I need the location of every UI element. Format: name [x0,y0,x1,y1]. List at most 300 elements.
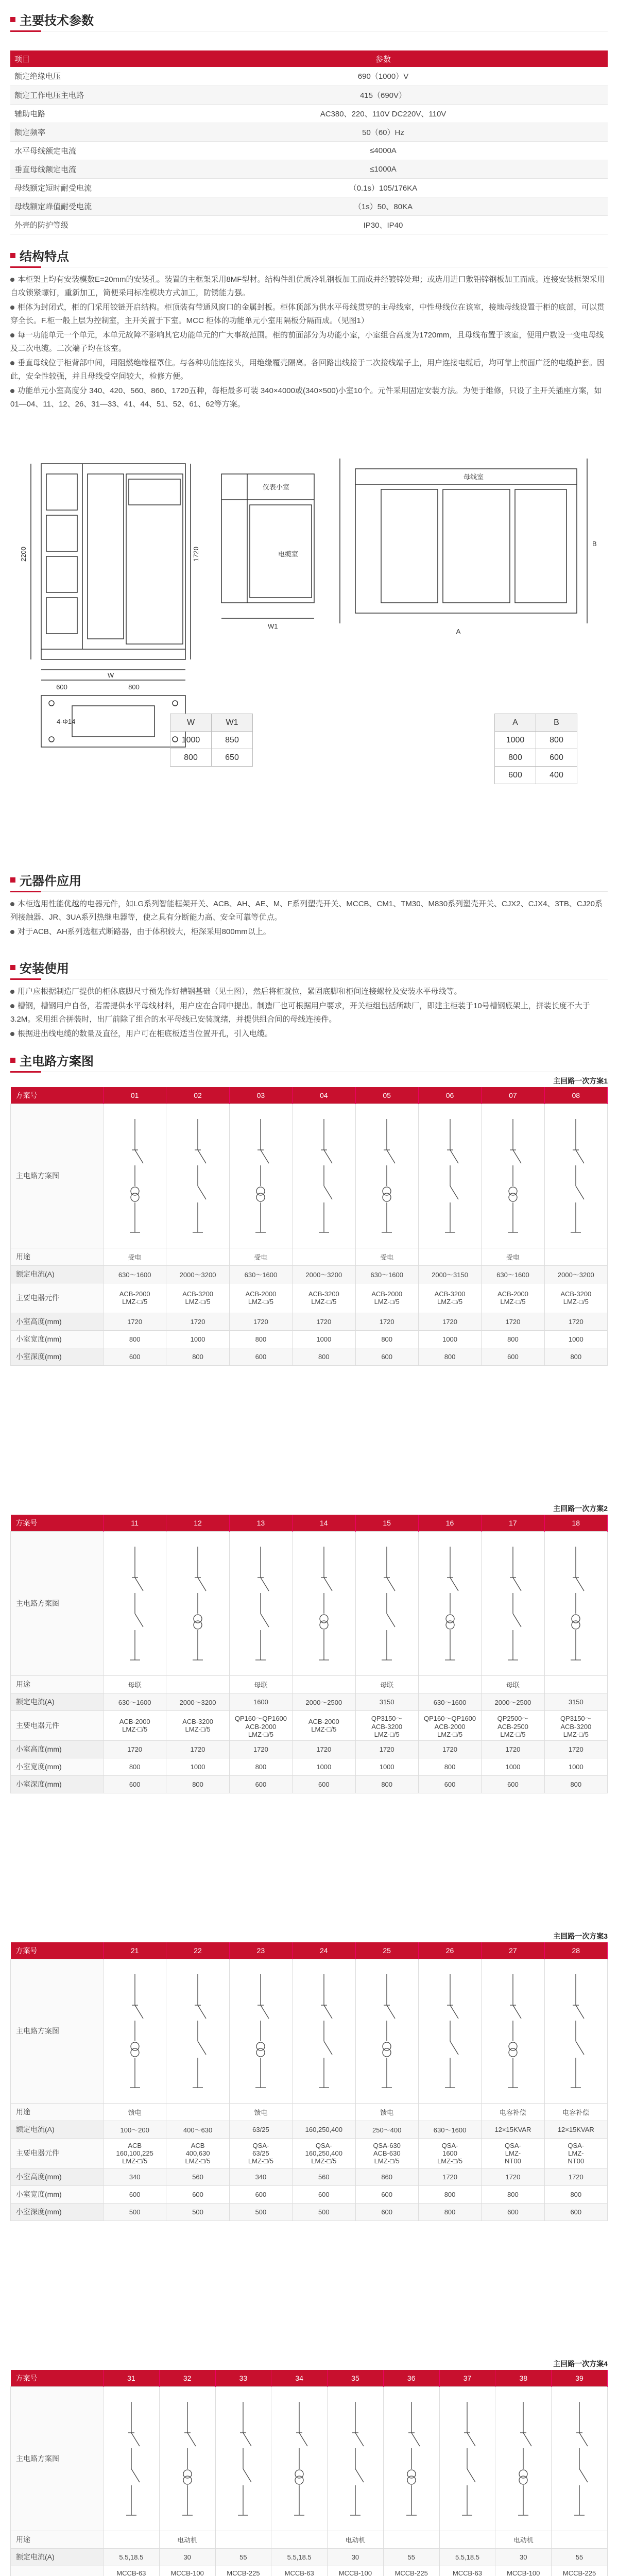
dim-label-d1: 600 [56,683,67,691]
scheme-cell: 600 [482,1348,544,1365]
params-value: AC380、220、110V DC220V、110V [154,104,608,123]
scheme-cell: 1720 [482,2168,544,2185]
scheme-diagram-cell [293,1531,355,1675]
bullet-dot-icon [10,1032,14,1036]
scheme-cell: QSA- 160,250,400 LMZ-□/5 [293,2138,355,2168]
circuit-diagram [240,1114,281,1238]
scheme-cell: 630～1600 [229,1265,292,1283]
scheme-cell: 1000 [482,1758,544,1775]
scheme-cell: 1000 [418,1330,481,1348]
scheme-cell: MCCB-63 [271,2566,328,2576]
scheme-cell: 800 [482,2185,544,2203]
dim-cell: 650 [212,749,253,767]
paragraph-text: 根据进出线电缆的数量及直径，用户可在柜底板适当位置开孔，引入电缆。 [18,1029,273,1038]
dim-row [495,732,577,749]
dim-cell: 800 [495,749,536,767]
dim-label-h1: 1720 [192,547,200,562]
scheme-caption: 主回路一次方案1 [553,1077,608,1085]
scheme-number: 32 [159,2370,215,2386]
params-row [10,160,608,178]
scheme-cell: 800 [293,1348,355,1365]
scheme-cell: 630～1600 [418,1693,481,1710]
scheme-diagram-cell [355,1104,418,1248]
scheme-row [11,2121,608,2138]
circuit-diagram [366,1114,407,1238]
scheme-diagram-cell [495,2386,552,2531]
scheme-cell: 馈电 [355,2103,418,2121]
scheme-cell: 600 [482,1775,544,1793]
dim-label-w1: W1 [268,622,278,630]
scheme-row-label: 额定电流(A) [11,1265,104,1283]
scheme-cell: 馈电 [229,2103,292,2121]
scheme-row-label: 主电路方案图 [11,2386,104,2531]
circuit-diagram [303,1541,345,1665]
scheme-table-1 [10,1077,608,1366]
scheme-cell: QSA- LMZ- NT00 [482,2138,544,2168]
scheme-caption: 主回路一次方案4 [553,2360,608,2368]
scheme-row [11,2185,608,2203]
scheme-table-2 [10,1504,608,1793]
scheme-cell: 1000 [293,1330,355,1348]
scheme-row [11,1313,608,1330]
scheme-cell: 55 [383,2548,439,2566]
scheme-cell: 800 [355,1775,418,1793]
scheme-number: 21 [104,1942,166,1959]
scheme-number: 16 [418,1515,481,1531]
scheme-table-4 [10,2360,608,2576]
room-label-cable: 电缆室 [278,550,299,558]
scheme-cell: 1000 [293,1758,355,1775]
scheme-row-label [11,2566,104,2576]
params-row [10,86,608,104]
scheme-row-label: 主要电器元件 [11,2138,104,2168]
paragraph-text: 功能单元小室高度分 340、420、560、860、1720五种，每柜最多可装 340×4000或(340×500)小室10个。元件采用固定安装方法。为便于维修，只设了主开关插座方案，如 01—04、11、12、26、31—33、41、44、51、52、61、62等方案。 [10,386,602,409]
scheme-row-label: 小室高度(mm) [11,1740,104,1758]
scheme-cell [418,1675,481,1693]
scheme-row [11,1348,608,1365]
scheme-row [11,1248,608,1265]
scheme-cell: 800 [418,1348,481,1365]
scheme-cell: 母联 [104,1675,166,1693]
scheme-diagram-cell [544,1959,607,2103]
scheme-number: 11 [104,1515,166,1531]
scheme-cell: 1000 [544,1758,607,1775]
scheme-row-label: 用途 [11,2103,104,2121]
circuit-diagram [447,2397,488,2520]
scheme-cell: 1720 [293,1740,355,1758]
scheme-cell: 电动机 [159,2531,215,2548]
scheme-cell: 800 [166,1775,229,1793]
dim-cell: A [495,714,536,732]
scheme-cell: 63/25 [229,2121,292,2138]
paragraph [10,999,608,1026]
paragraph-text: 用户应根据制造厂提供的柜体底脚尺寸预先作好槽钢基础（见土图），然后将柜就位，紧固底脚和柜间连接螺栓及安装水平母线等。 [18,987,462,996]
scheme-row-label: 主要电器元件 [11,1710,104,1740]
params-row [10,141,608,160]
scheme-cell: 1720 [355,1740,418,1758]
params-item: 母线额定峰值耐受电流 [10,197,154,215]
scheme-header-label: 方案号 [11,1087,104,1104]
scheme-cell: 630～1600 [104,1265,166,1283]
scheme-table-3 [10,1932,608,2221]
scheme-cell: 800 [418,1758,481,1775]
dim-label-a: A [456,628,461,635]
scheme-diagram-cell [229,1959,292,2103]
scheme-cell: 1720 [482,1740,544,1758]
room-label-busbar: 母线室 [464,473,484,481]
scheme-cell: 馈电 [104,2103,166,2121]
scheme-row [11,2386,608,2531]
dim-row [495,714,577,732]
scheme-cell: 560 [293,2168,355,2185]
circuit-diagram [492,1969,534,2093]
scheme-row-label: 用途 [11,1675,104,1693]
params-table [10,50,608,234]
scheme-cell: 母联 [229,1675,292,1693]
bullet-dot-icon [10,306,14,310]
bullet-icon [10,965,15,970]
scheme-cell: 630～1600 [482,1265,544,1283]
scheme-cell: 500 [229,2203,292,2221]
scheme-row-label: 用途 [11,2531,104,2548]
scheme-cell [418,2103,481,2121]
scheme-row-label: 主电路方案图 [11,1531,104,1675]
scheme-diagram-cell [544,1531,607,1675]
params-value: 50（60）Hz [154,123,608,141]
scheme-diagram-cell [418,1959,481,2103]
scheme-diagram-cell [271,2386,328,2531]
scheme-cell: 受电 [355,1248,418,1265]
scheme-cell: MCCB-100 [159,2566,215,2576]
scheme-cell: 600 [293,2185,355,2203]
ab-table [494,714,577,784]
scheme-cell: ACB-2000 LMZ-□/5 [104,1710,166,1740]
params-header-item: 项目 [10,50,154,67]
scheme-cell: 600 [355,2203,418,2221]
scheme-row-label: 额定电流(A) [11,2548,104,2566]
scheme-row-label: 主电路方案图 [11,1104,104,1248]
scheme-diagram-cell [293,1959,355,2103]
scheme-cell: 600 [544,2203,607,2221]
circuit-diagram [391,2397,432,2520]
scheme-caption: 主回路一次方案3 [553,1932,608,1940]
scheme-cell: 3150 [355,1693,418,1710]
scheme-diagram-cell [355,1959,418,2103]
scheme-cell: 800 [229,1758,292,1775]
scheme-diagram-cell [104,1531,166,1675]
scheme-number: 33 [215,2370,271,2386]
scheme-cell: ACB-3200 LMZ-□/5 [293,1283,355,1313]
scheme-cell: ACB 160,100,225 LMZ-□/5 [104,2138,166,2168]
scheme-cell: 1720 [293,1313,355,1330]
scheme-cell: 800 [544,1775,607,1793]
dim-label-hole: 4-Φ14 [57,718,76,725]
scheme-cell: 2000～2500 [482,1693,544,1710]
bullet-dot-icon [10,278,14,282]
scheme-number: 22 [166,1942,229,1959]
dim-label-d3: 800 [128,683,140,691]
paragraph-text: 槽钢，槽钢用户自备，若需提供水平母线材料，用户应在合同中提出。制造厂也可根据用户要求，开关柜组包括所缺厂，即建主柜装于10号槽钢底架上，拼装长度不大于3.2M。采用组合拼装时，出厂前除了组合的水平母线已安装就绪，并提供组合间的母线连接件。 [10,1002,590,1024]
scheme-cell: 500 [104,2203,166,2221]
scheme-cell [293,1675,355,1693]
scheme-cell: 55 [552,2548,608,2566]
scheme-cell: 800 [104,1330,166,1348]
scheme-number: 03 [229,1087,292,1104]
bullet-dot-icon [10,1004,14,1008]
scheme-cell: 1720 [229,1313,292,1330]
dim-row [170,749,253,767]
scheme-cell: 3150 [544,1693,607,1710]
scheme-caption: 主回路一次方案2 [553,1504,608,1513]
scheme-header-label: 方案号 [11,2370,104,2386]
circuit-diagram [503,2397,544,2520]
scheme-number: 34 [271,2370,328,2386]
paragraph [10,985,608,998]
scheme-number: 23 [229,1942,292,1959]
params-item: 母线额定短时耐受电流 [10,178,154,197]
dim-cell: 600 [536,749,577,767]
scheme-cell: 1720 [482,1313,544,1330]
scheme-row-label: 额定电流(A) [11,2121,104,2138]
circuit-diagram [492,1541,534,1665]
scheme-number: 18 [544,1515,607,1531]
scheme-cell: 800 [482,1330,544,1348]
scheme-diagram-cell [418,1531,481,1675]
dim-cell: B [536,714,577,732]
scheme-cell: 受电 [104,1248,166,1265]
scheme-cell [544,1248,607,1265]
scheme-cell: 受电 [482,1248,544,1265]
circuit-diagram [430,1969,471,2093]
scheme-cell: 1720 [544,2168,607,2185]
scheme-cell: 1720 [418,2168,481,2185]
scheme-number: 17 [482,1515,544,1531]
scheme-row [11,2168,608,2185]
scheme-cell: 600 [104,1348,166,1365]
params-row [10,104,608,123]
scheme-cell: 800 [418,2185,481,2203]
scheme-cell: 30 [495,2548,552,2566]
scheme-row [11,1740,608,1758]
scheme-cell: 630～1600 [104,1693,166,1710]
scheme-cell: 600 [229,1348,292,1365]
scheme-cell: 1000 [355,1758,418,1775]
dim-cell: 800 [170,749,212,767]
scheme-cell: 1720 [104,1313,166,1330]
params-row [10,215,608,234]
params-value: ≤1000A [154,160,608,178]
scheme-cell: 800 [544,1348,607,1365]
scheme-row-label: 主要电器元件 [11,1283,104,1313]
scheme-cell: ACB-3200 LMZ-□/5 [418,1283,481,1313]
circuit-diagram [366,1541,407,1665]
scheme-header-label: 方案号 [11,1515,104,1531]
scheme-cell: 1000 [544,1330,607,1348]
scheme-diagram-cell [355,1531,418,1675]
circuit-diagram [114,1969,156,2093]
scheme-cell: 1720 [355,1313,418,1330]
scheme-cell: 800 [166,1348,229,1365]
params-item: 额定绝缘电压 [10,67,154,86]
scheme-diagram-cell [215,2386,271,2531]
scheme-diagram-cell [166,1959,229,2103]
bullet-dot-icon [10,902,14,906]
scheme-row [11,2566,608,2576]
scheme-row [11,2531,608,2548]
bullet-dot-icon [10,389,14,393]
circuit-diagram [303,1114,345,1238]
scheme-number: 06 [418,1087,481,1104]
cabinet-drawing [21,443,603,752]
scheme-grid [10,1515,608,1793]
scheme-cell: 800 [355,1330,418,1348]
scheme-diagram-cell [418,1104,481,1248]
paragraph [10,357,608,383]
scheme-cell [552,2531,608,2548]
scheme-cell: MCCB-63 [104,2566,160,2576]
circuit-diagram [167,2397,208,2520]
params-row [10,123,608,141]
scheme-cell: ACB-3200 LMZ-□/5 [166,1283,229,1313]
scheme-number: 05 [355,1087,418,1104]
scheme-number: 24 [293,1942,355,1959]
scheme-cell: 2000～3200 [166,1265,229,1283]
scheme-cell: 600 [229,2185,292,2203]
scheme-diagram-cell [552,2386,608,2531]
scheme-cell: 2000～3200 [293,1265,355,1283]
scheme-cell: 250～400 [355,2121,418,2138]
scheme-row [11,2203,608,2221]
circuit-diagram [335,2397,376,2520]
scheme-cell: 5.5,18.5 [439,2548,495,2566]
scheme-diagram-cell [482,1104,544,1248]
scheme-cell: 1720 [166,1740,229,1758]
circuit-diagram [279,2397,320,2520]
scheme-row [11,2103,608,2121]
scheme-cell: ACB-3200 LMZ-□/5 [166,1710,229,1740]
scheme-cell: 电动机 [495,2531,552,2548]
scheme-number: 39 [552,2370,608,2386]
section-title-scheme: 主电路方案图 [10,1051,94,1069]
bullet-dot-icon [10,361,14,365]
scheme-cell: 1720 [418,1313,481,1330]
scheme-cell: QP3150～ ACB-3200 LMZ-□/5 [544,1710,607,1740]
scheme-cell: ACB 400,630 LMZ-□/5 [166,2138,229,2168]
scheme-number: 12 [166,1515,229,1531]
scheme-cell: ACB-2000 LMZ-□/5 [355,1283,418,1313]
circuit-diagram [114,1541,156,1665]
paragraph [10,384,608,411]
scheme-row-label: 小室宽度(mm) [11,1330,104,1348]
circuit-diagram [240,1969,281,2093]
scheme-cell: 1720 [544,1313,607,1330]
scheme-number: 02 [166,1087,229,1104]
scheme-number: 25 [355,1942,418,1959]
scheme-cell: 受电 [229,1248,292,1265]
circuit-diagram [240,1541,281,1665]
scheme-row-label: 小室深度(mm) [11,1348,104,1365]
scheme-cell: 600 [104,1775,166,1793]
scheme-cell: 1720 [104,1740,166,1758]
scheme-cell: MCCB-225 [552,2566,608,2576]
scheme-cell [418,1248,481,1265]
scheme-cell: 340 [229,2168,292,2185]
room-label-meter: 仪表小室 [263,483,290,491]
scheme-cell: 母联 [482,1675,544,1693]
circuit-diagram [177,1541,218,1665]
scheme-diagram-cell [293,1104,355,1248]
scheme-cell: 860 [355,2168,418,2185]
paragraph-text: 垂直母线位于柜背部中间，用阻燃绝缘框罩住。与各种功能连接头，用绝缘覆壳隔离。各回路出线接于二次接线端子上，用户连接电缆后，均可靠上前面广泛的电缆护套。因此，安全性较强，并且母线受空间较大，检修方便。 [10,359,605,381]
scheme-diagram-cell [104,1104,166,1248]
scheme-row-label: 小室宽度(mm) [11,1758,104,1775]
params-item: 外壳的防护等级 [10,215,154,234]
scheme-cell: 100～200 [104,2121,166,2138]
scheme-cell [166,1675,229,1693]
scheme-cell [544,1675,607,1693]
dim-label-b: B [592,540,597,548]
params-value: ≤4000A [154,141,608,160]
paragraph [10,897,608,924]
scheme-diagram-cell [482,1959,544,2103]
scheme-cell [293,2103,355,2121]
dim-cell: 1000 [170,732,212,749]
dim-cell: 800 [536,732,577,749]
dim-cell: 400 [536,767,577,784]
scheme-row-label: 小室宽度(mm) [11,2185,104,2203]
params-header-value: 参数 [154,50,608,67]
scheme-cell: 2000～3200 [166,1693,229,1710]
scheme-row [11,1775,608,1793]
dim-row [495,767,577,784]
circuit-diagram [559,2397,600,2520]
scheme-row [11,1758,608,1775]
scheme-row-label: 主电路方案图 [11,1959,104,2103]
scheme-number: 04 [293,1087,355,1104]
structure-paragraphs [10,273,608,412]
scheme-cell: 600 [293,1775,355,1793]
scheme-row [11,1710,608,1740]
paragraph-text: 柜体为封闭式，柜的门采用铰链开启结构。柜顶装有带通风窗口的金属封板。柜体顶部为供水平母线贯穿的主母线室，中性母线位在该室，接地母线设置于柜的底部，可以贯穿全长。F.柜一般上层为控制室，主开关置于下室。MCC 柜体的功能单元小室用隔板分隔而成。（见图1） [10,303,605,325]
scheme-cell: 55 [215,2548,271,2566]
scheme-cell [439,2531,495,2548]
scheme-diagram-cell [104,2386,160,2531]
scheme-cell [215,2531,271,2548]
scheme-cell: 800 [229,1330,292,1348]
scheme-cell: 500 [166,2203,229,2221]
circuit-diagram [430,1541,471,1665]
scheme-cell: 母联 [355,1675,418,1693]
scheme-diagram-cell [482,1531,544,1675]
dim-cell: W1 [212,714,253,732]
paragraph [10,301,608,328]
params-value: IP30、IP40 [154,215,608,234]
scheme-cell: ACB-2000 LMZ-□/5 [293,1710,355,1740]
circuit-diagram [430,1114,471,1238]
scheme-cell: ACB-2000 LMZ-□/5 [482,1283,544,1313]
scheme-cell: 560 [166,2168,229,2185]
params-value: （1s）50、80KA [154,197,608,215]
scheme-cell: 400～630 [166,2121,229,2138]
circuit-diagram [177,1114,218,1238]
scheme-cell: ACB-2000 LMZ-□/5 [229,1283,292,1313]
scheme-row-label: 小室深度(mm) [11,2203,104,2221]
scheme-cell: 5.5,18.5 [104,2548,160,2566]
paragraph [10,925,608,939]
scheme-cell [383,2531,439,2548]
scheme-number: 01 [104,1087,166,1104]
bullet-icon [10,877,15,883]
